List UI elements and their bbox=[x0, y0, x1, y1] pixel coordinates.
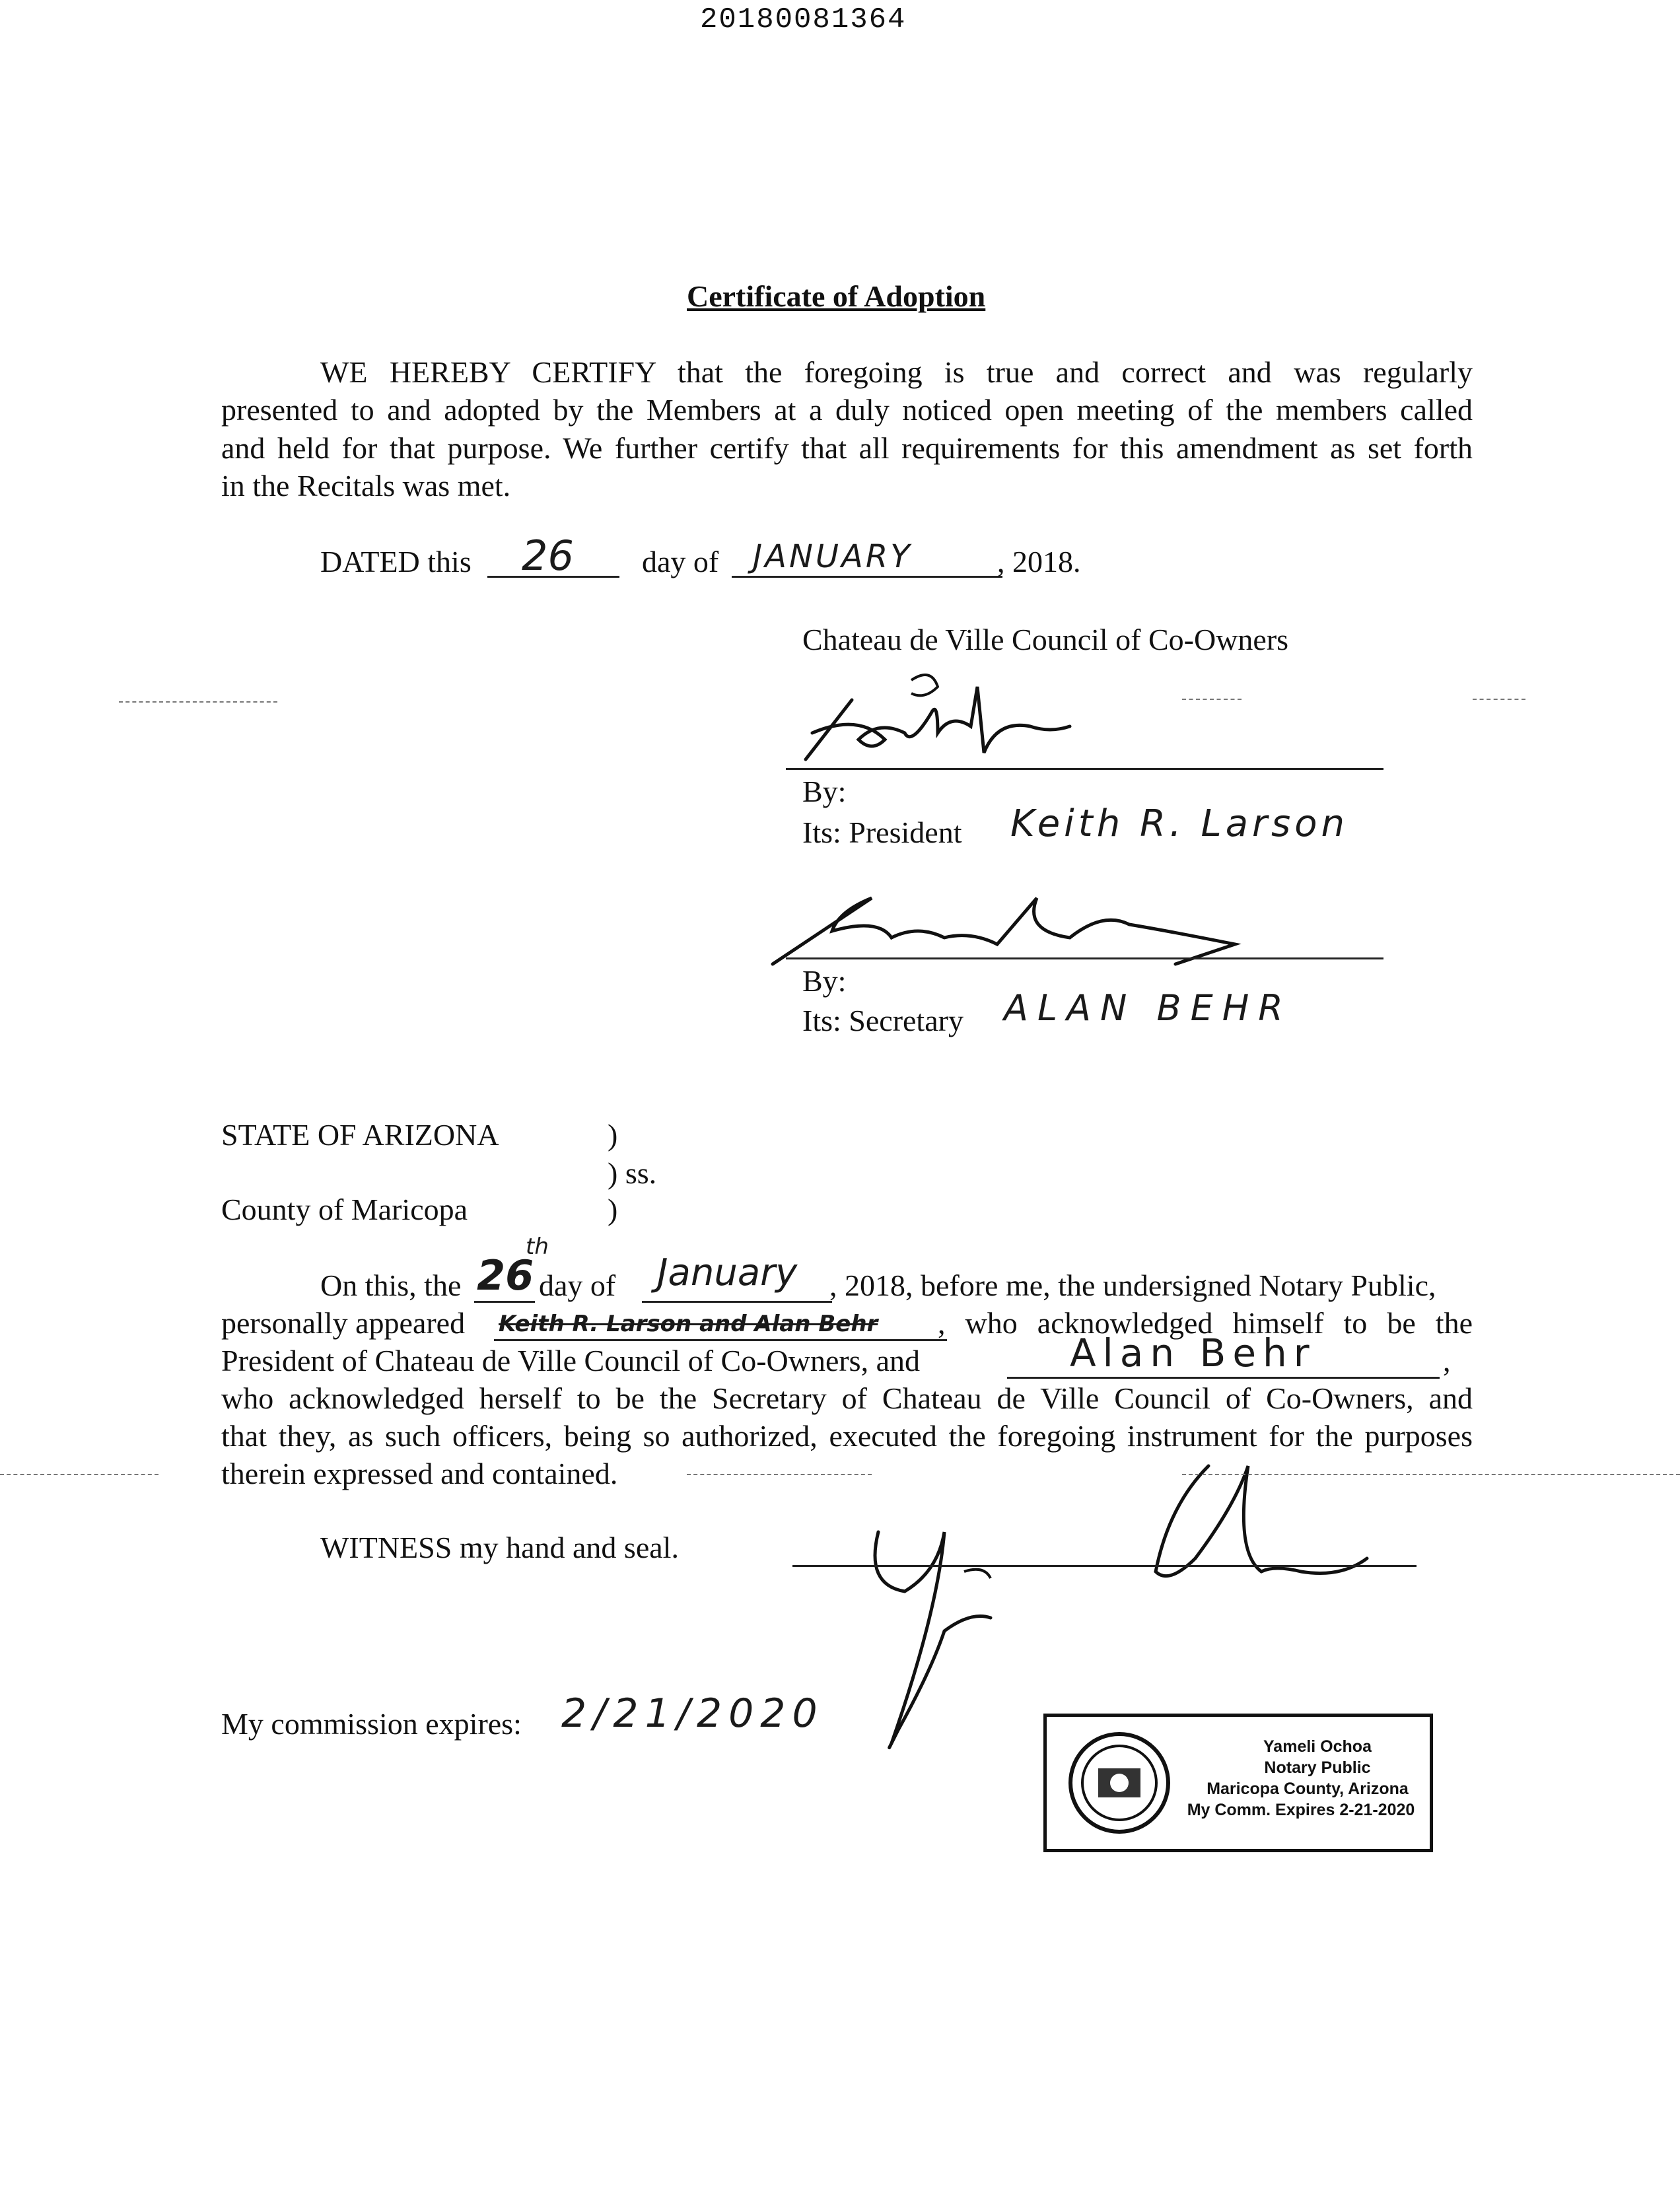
president-printed-name: Keith R. Larson bbox=[1010, 802, 1348, 845]
secretary-by-label: By: bbox=[802, 964, 847, 998]
org-name: Chateau de Ville Council of Co-Owners bbox=[802, 623, 1289, 656]
notary-line3-a: President of Chateau de Ville Council of Co-Owners, and bbox=[221, 1344, 920, 1377]
notary-stamp bbox=[1043, 1714, 1433, 1852]
notary-line5: that they, as such officers, being so authorized, executed the foregoing instrument for the purposes bbox=[221, 1419, 1473, 1453]
witness-text: WITNESS my hand and seal. bbox=[320, 1531, 679, 1564]
certify-line-4: in the Recitals was met. bbox=[221, 469, 511, 503]
dated-prefix: DATED this bbox=[320, 545, 472, 578]
dated-day-of: day of bbox=[642, 545, 719, 578]
notary-line4: who acknowledged herself to be the Secretary of Chateau de Ville Council of Co-Owners, and bbox=[221, 1381, 1473, 1415]
arizona-seal-icon bbox=[1067, 1730, 1172, 1836]
notary-line1-c: , 2018, before me, the undersigned Notary Public, bbox=[829, 1268, 1436, 1302]
president-by-label: By: bbox=[802, 775, 847, 808]
notary-signature-line bbox=[792, 1565, 1417, 1567]
notary-line3-b: , bbox=[1443, 1344, 1451, 1377]
scan-mark-left-upper bbox=[119, 701, 277, 703]
stamp-commission-expiry: My Comm. Expires 2-21-2020 bbox=[1187, 1801, 1415, 1819]
certificate-title: Certificate of Adoption bbox=[687, 279, 986, 313]
notary-day-superscript: th bbox=[526, 1233, 549, 1260]
notary-line1-a: On this, the bbox=[320, 1268, 462, 1302]
venue-county: County of Maricopa bbox=[221, 1193, 468, 1226]
commission-date: 2/21/2020 bbox=[561, 1690, 824, 1737]
notary-signature bbox=[839, 1453, 1393, 1756]
scan-mark-right-lower bbox=[1182, 1474, 1680, 1475]
scan-mark-far-right-upper bbox=[1473, 699, 1525, 700]
president-signature bbox=[779, 660, 1083, 773]
notary-line1-b: day of bbox=[539, 1268, 616, 1302]
dated-day: 26 bbox=[522, 532, 574, 580]
president-signature-line bbox=[786, 768, 1383, 770]
commission-label: My commission expires: bbox=[221, 1707, 522, 1741]
stamp-notary-title: Notary Public bbox=[1264, 1758, 1371, 1777]
secretary-signature bbox=[759, 872, 1248, 971]
scan-mark-mid-lower bbox=[687, 1474, 872, 1475]
venue-state: STATE OF ARIZONA bbox=[221, 1118, 499, 1152]
dated-year: , 2018. bbox=[997, 545, 1081, 578]
secretary-its-label: Its: Secretary bbox=[802, 1004, 963, 1037]
notary-appeared-names: Keith R. Larson and Alan Behr bbox=[499, 1311, 878, 1337]
notary-line2-b: , who acknowledged himself to be the bbox=[938, 1306, 1473, 1340]
notary-secretary-name: Alan Behr bbox=[1070, 1331, 1316, 1375]
scan-mark-right-upper bbox=[1182, 699, 1242, 700]
president-its-label: Its: President bbox=[802, 816, 962, 849]
secretary-printed-name: ALAN BEHR bbox=[1004, 987, 1292, 1029]
venue-paren-top: ) bbox=[608, 1118, 618, 1152]
dated-month: JANUARY bbox=[753, 538, 913, 575]
venue-ss: ) ss. bbox=[608, 1156, 657, 1190]
certify-line-3: and held for that purpose. We further certify that all requirements for this amendment as set forth bbox=[221, 431, 1473, 465]
secretary-signature-line bbox=[786, 957, 1383, 959]
notary-line6: therein expressed and contained. bbox=[221, 1457, 618, 1490]
certify-line-2: presented to and adopted by the Members at a duly noticed open meeting of the members called bbox=[221, 393, 1473, 427]
document-number: 20180081364 bbox=[700, 3, 907, 36]
stamp-notary-name: Yameli Ochoa bbox=[1263, 1737, 1372, 1756]
scan-mark-left-lower bbox=[0, 1474, 158, 1475]
stamp-notary-county: Maricopa County, Arizona bbox=[1207, 1780, 1409, 1798]
notary-line2-a: personally appeared bbox=[221, 1306, 466, 1340]
notary-day: 26 bbox=[477, 1251, 534, 1300]
notary-month: January bbox=[657, 1251, 798, 1294]
venue-paren-bottom: ) bbox=[608, 1193, 618, 1226]
certify-line-1: WE HEREBY CERTIFY that the foregoing is true and correct and was regularly bbox=[320, 355, 1473, 389]
